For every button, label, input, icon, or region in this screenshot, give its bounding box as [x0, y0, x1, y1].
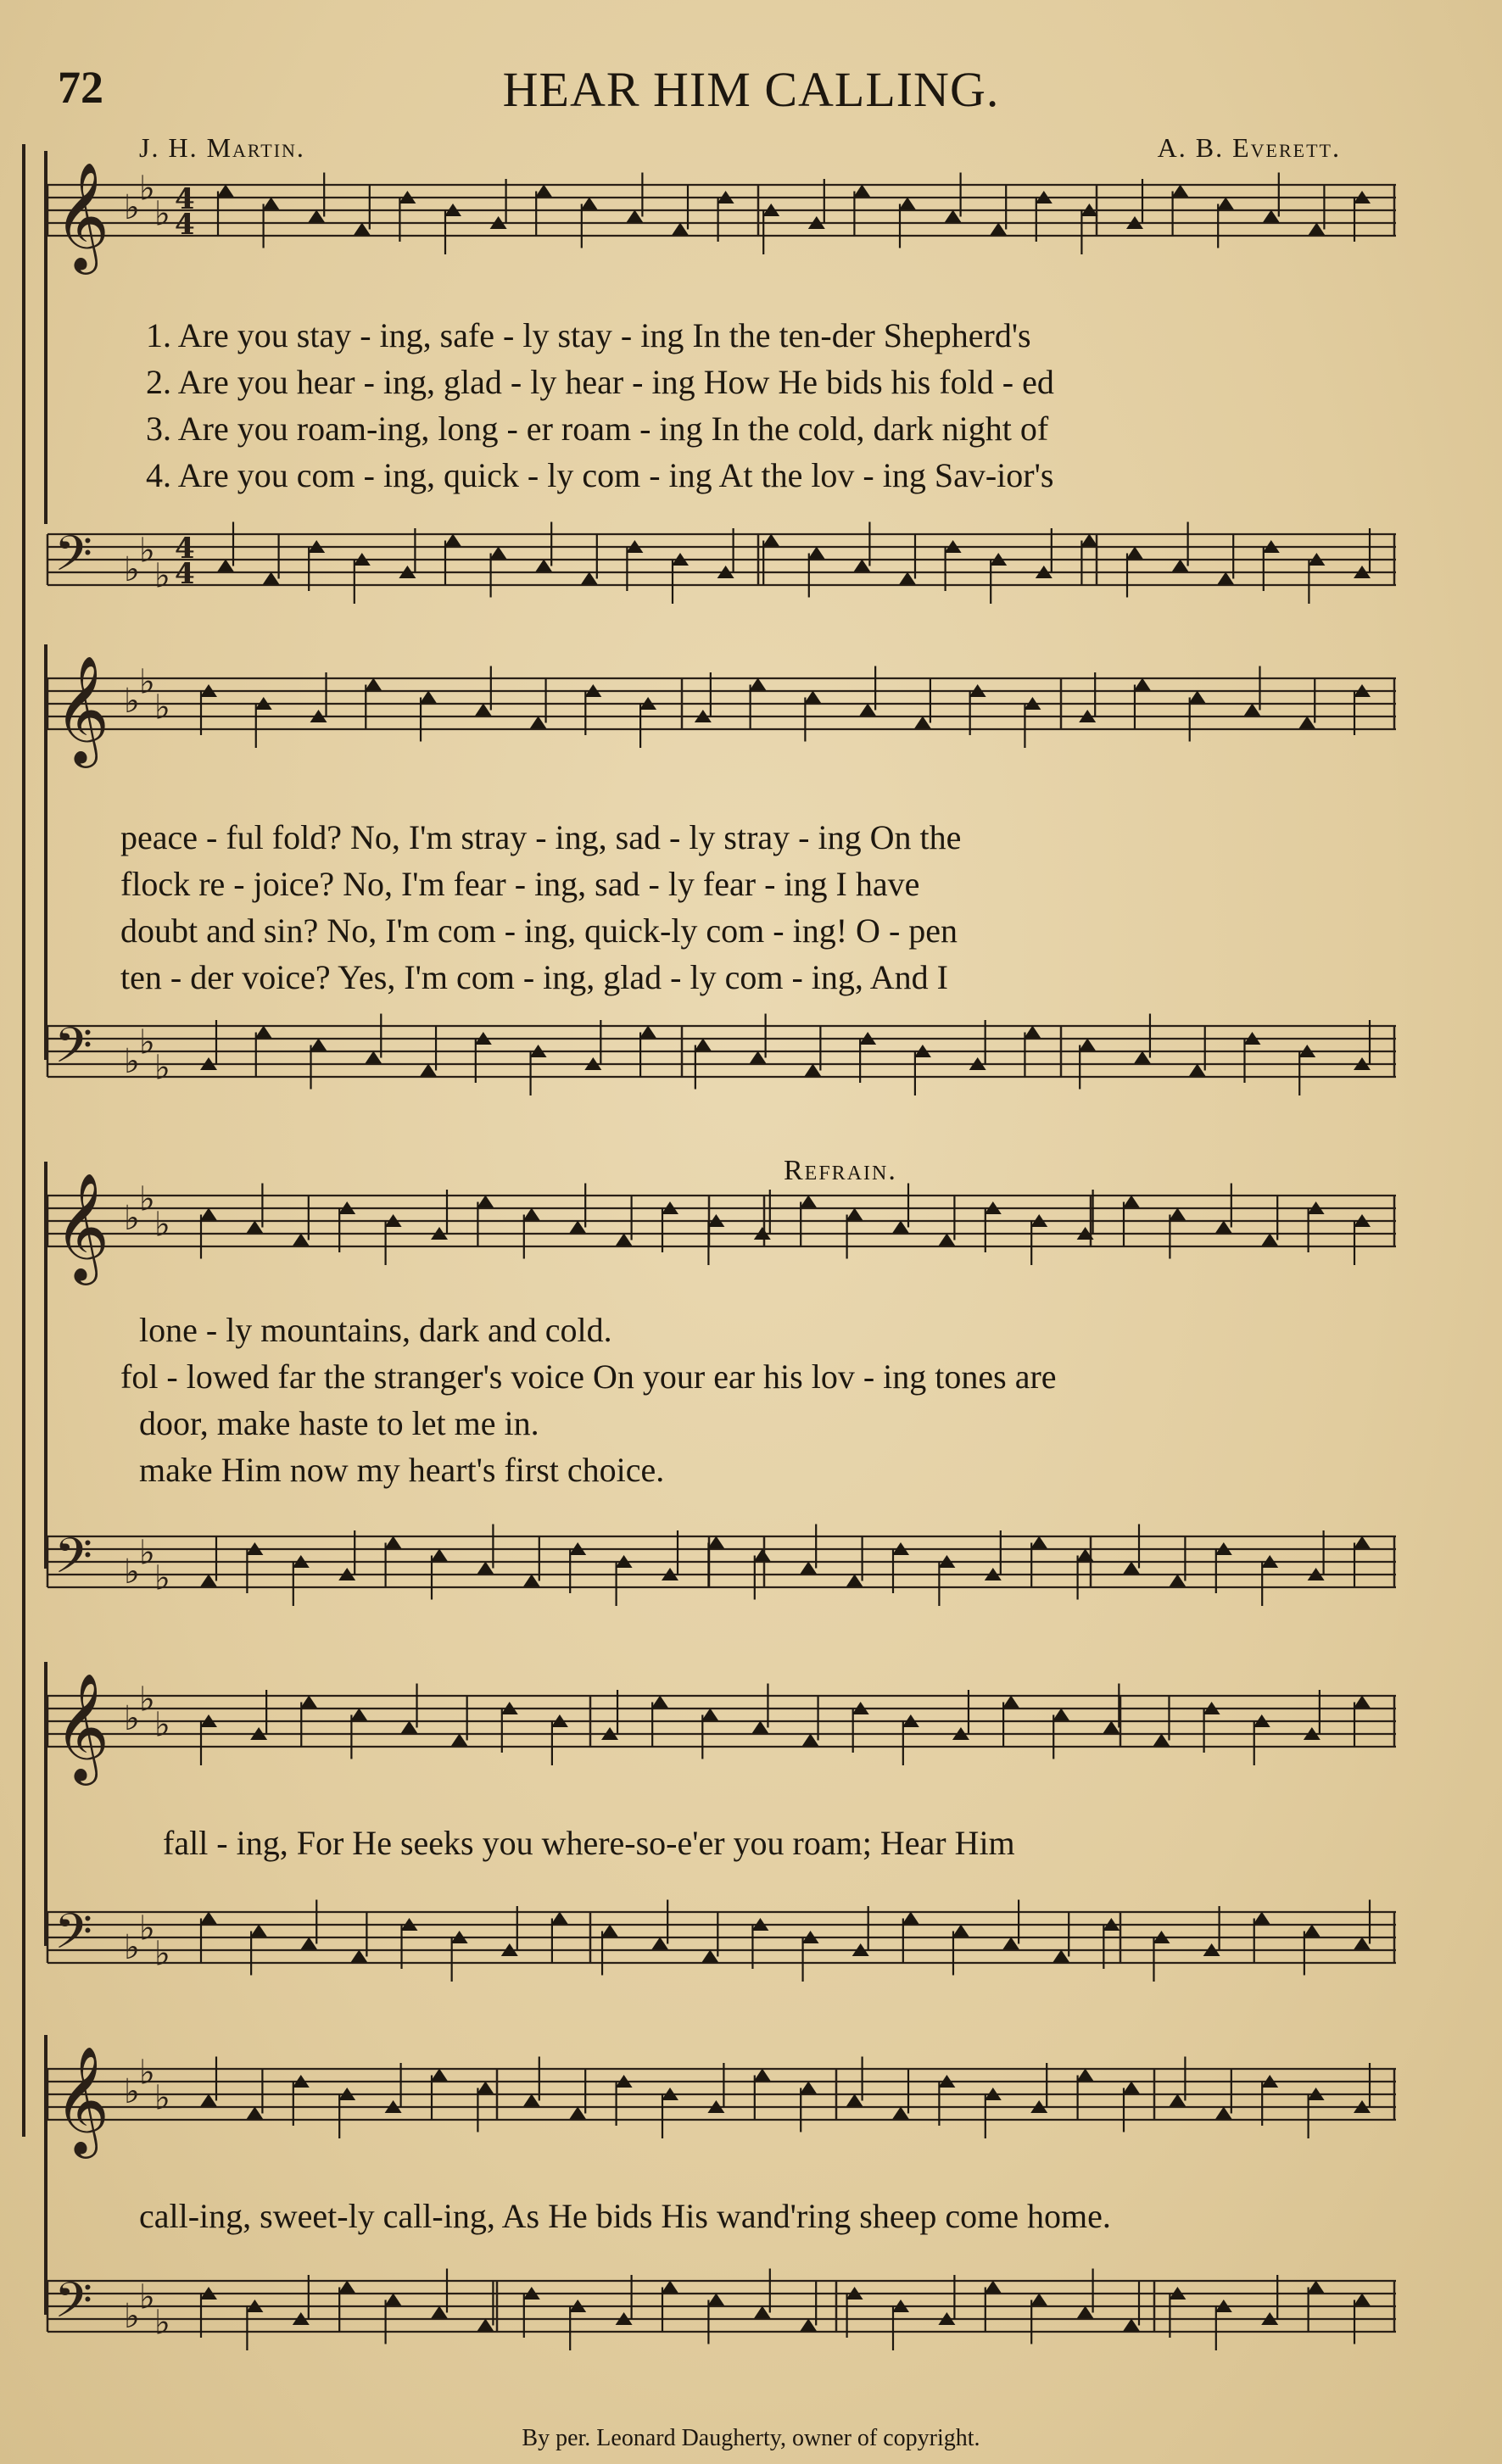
shape-note-icon [350, 1950, 367, 1963]
shape-note-icon [1263, 210, 1280, 223]
lyric-s2-v2: flock re - joice? No, I'm fear - ing, sad - ly fear - ing I have [120, 865, 920, 903]
shape-note-icon [551, 1912, 568, 1925]
shape-note-icon [354, 223, 371, 236]
shape-note-icon [846, 2094, 863, 2107]
bass-clef-icon: 𝄢 [54, 1903, 93, 1972]
shape-note-icon [569, 2107, 586, 2120]
flat-icon: ♭ [139, 2277, 155, 2317]
treble-staff-2 [47, 644, 1396, 797]
shape-note-icon [1308, 223, 1325, 236]
shape-note-icon [1354, 1536, 1371, 1549]
lyric-s1-v3: 3. Are you roam-ing, long - er roam - ing In the cold, dark night of [146, 410, 1049, 448]
flat-icon: ♭ [124, 682, 140, 721]
flat-icon: ♭ [124, 1553, 140, 1592]
flat-icon: ♭ [139, 2053, 155, 2093]
shape-note-icon [477, 2319, 494, 2332]
shape-note-icon [762, 534, 779, 547]
shape-note-icon [651, 1696, 668, 1709]
shape-note-icon [1002, 1937, 1019, 1950]
shape-note-icon [804, 1064, 821, 1077]
shape-note-icon [431, 2069, 448, 2082]
time-signature-icon: 4 [175, 557, 195, 591]
shape-note-icon [1354, 1937, 1371, 1950]
shape-note-icon [1134, 678, 1151, 691]
shape-note-icon [431, 2306, 448, 2319]
shape-note-icon [477, 2082, 494, 2094]
shape-note-icon [1308, 2281, 1325, 2294]
shape-note-icon [800, 1196, 817, 1208]
shape-note-icon [1261, 1234, 1278, 1246]
time-signature-icon: 4 [175, 182, 195, 216]
shape-note-icon [420, 691, 437, 704]
shape-note-icon [1254, 1912, 1270, 1925]
lyric-s2-v1: peace - ful fold? No, I'm stray - ing, sad - ly stray - ing On the [120, 818, 962, 856]
shape-note-icon [1169, 2094, 1186, 2107]
shape-note-icon [310, 1039, 327, 1051]
shape-note-icon [1304, 1925, 1321, 1937]
shape-note-icon [263, 198, 280, 210]
shape-note-icon [1217, 572, 1234, 585]
shape-note-icon [1169, 1208, 1186, 1221]
treble-clef-icon: 𝄞 [54, 1672, 110, 1781]
flat-icon: ♭ [154, 1558, 170, 1598]
flat-icon: ♭ [124, 188, 140, 227]
shape-note-icon [523, 1208, 540, 1221]
shape-note-icon [1053, 1950, 1069, 1963]
copyright-footer: By per. Leonard Daugherty, owner of copyright. [522, 2425, 980, 2451]
flat-icon: ♭ [139, 662, 155, 702]
shape-note-icon [1123, 1196, 1140, 1208]
system-brace-line [44, 1662, 47, 1946]
lyric-s2-v4: ten - der voice? Yes, I'm com - ing, glad - ly com - ing, And I [120, 958, 948, 996]
shape-note-icon [1189, 1064, 1206, 1077]
flat-icon: ♭ [154, 1048, 170, 1088]
lyric-s3-v2: fol - lowed far the stranger's voice On your ear his lov - ing tones are [120, 1357, 1057, 1396]
shape-note-icon [475, 704, 492, 716]
shape-note-icon [1030, 1536, 1047, 1549]
shape-note-icon [754, 2069, 771, 2082]
shape-note-icon [902, 1912, 919, 1925]
lyric-s4: fall - ing, For He seeks you where-so-e'er you roam; Hear Him [163, 1824, 1015, 1862]
flat-icon: ♭ [154, 2078, 170, 2118]
shape-note-icon [246, 2107, 263, 2120]
shape-note-icon [300, 1937, 317, 1950]
shape-note-icon [899, 572, 916, 585]
shape-note-icon [1053, 1709, 1069, 1721]
shape-note-icon [477, 1562, 494, 1575]
shape-note-icon [523, 2094, 540, 2107]
page-number: 72 [58, 62, 103, 113]
shape-note-icon [859, 704, 876, 716]
shape-note-icon [1153, 1734, 1170, 1747]
flat-icon: ♭ [154, 556, 170, 596]
shape-note-icon [1030, 2294, 1047, 2306]
system-brace-line [44, 151, 47, 524]
bass-staff-1 [47, 500, 1396, 653]
shape-note-icon [846, 1208, 863, 1221]
shape-note-icon [420, 1064, 437, 1077]
lyric-s3-v3: door, make haste to let me in. [139, 1404, 539, 1442]
shape-note-icon [365, 1051, 382, 1064]
lyric-s1-v4: 4. Are you com - ing, quick - ly com - ing At the lov - ing Sav-ior's [146, 456, 1054, 494]
refrain-label: Refrain. [784, 1155, 897, 1186]
flat-icon: ♭ [139, 169, 155, 209]
bass-clef-icon: 𝄢 [54, 2272, 93, 2341]
shape-note-icon [626, 210, 643, 223]
shape-note-icon [338, 2281, 355, 2294]
shape-note-icon [385, 2294, 402, 2306]
shape-note-icon [1172, 560, 1189, 572]
flat-icon: ♭ [139, 1680, 155, 1720]
flat-icon: ♭ [154, 1705, 170, 1745]
shape-note-icon [477, 1196, 494, 1208]
treble-clef-icon: 𝄞 [54, 161, 110, 270]
flat-icon: ♭ [124, 1928, 140, 1967]
system-brace-line [44, 1162, 47, 1569]
treble-staff-1 [47, 151, 1396, 304]
flat-icon: ♭ [154, 2303, 170, 2343]
shape-note-icon [535, 560, 552, 572]
flat-icon: ♭ [124, 1042, 140, 1081]
shape-note-icon [350, 1709, 367, 1721]
flat-icon: ♭ [124, 2072, 140, 2111]
shape-note-icon [1354, 2294, 1371, 2306]
shape-note-icon [1126, 547, 1143, 560]
shape-note-icon [1123, 1562, 1140, 1575]
shape-note-icon [1354, 1696, 1371, 1709]
system-brace-line [44, 2035, 47, 2315]
shape-note-icon [707, 1536, 724, 1549]
shape-note-icon [1103, 1721, 1120, 1734]
flat-icon: ♭ [154, 1934, 170, 1974]
treble-staff-5 [47, 2035, 1396, 2188]
shape-note-icon [701, 1709, 718, 1721]
shape-note-icon [1077, 2306, 1094, 2319]
shape-note-icon [899, 198, 916, 210]
system-brace-line [44, 644, 47, 1060]
lyric-s1-v2: 2. Are you hear - ing, glad - ly hear - ing How He bids his fold - ed [146, 363, 1054, 401]
shape-note-icon [300, 1696, 317, 1709]
treble-clef-icon: 𝄞 [54, 2045, 110, 2154]
flat-icon: ♭ [124, 550, 140, 589]
shape-note-icon [250, 1925, 267, 1937]
shape-note-icon [365, 678, 382, 691]
hymn-title: HEAR HIM CALLING. [502, 62, 1000, 117]
flat-icon: ♭ [139, 531, 155, 571]
shape-note-icon [523, 1575, 540, 1587]
shape-note-icon [385, 1536, 402, 1549]
shape-note-icon [1169, 1575, 1186, 1587]
shape-note-icon [808, 547, 825, 560]
shape-note-icon [952, 1925, 969, 1937]
shape-note-icon [200, 1912, 217, 1925]
shape-note-icon [751, 1721, 768, 1734]
shape-note-icon [1215, 1221, 1232, 1234]
shape-note-icon [293, 1234, 310, 1246]
shape-note-icon [651, 1937, 668, 1950]
shape-note-icon [200, 2094, 217, 2107]
shape-note-icon [581, 198, 598, 210]
shape-note-icon [1189, 691, 1206, 704]
shape-note-icon [451, 1734, 468, 1747]
shape-note-icon [990, 223, 1007, 236]
lyric-s1-v1: 1. Are you stay - ing, safe - ly stay - ing In the ten-der Shepherd's [146, 316, 1031, 354]
flat-icon: ♭ [139, 1533, 155, 1573]
shape-note-icon [701, 1950, 718, 1963]
shape-note-icon [695, 1039, 712, 1051]
shape-note-icon [639, 1026, 656, 1039]
flat-icon: ♭ [139, 1909, 155, 1948]
lyric-s5: call-ing, sweet-ly call-ing, As He bids His wand'ring sheep come home. [139, 2197, 1111, 2235]
shape-note-icon [616, 1234, 633, 1246]
shape-note-icon [754, 1549, 771, 1562]
shape-note-icon [217, 185, 234, 198]
shape-note-icon [255, 1026, 272, 1039]
shape-note-icon [802, 1734, 819, 1747]
shape-note-icon [200, 1575, 217, 1587]
time-signature-icon: 4 [175, 532, 195, 566]
shape-note-icon [892, 2107, 909, 2120]
shape-note-icon [431, 1549, 448, 1562]
arranger-credit: A. B. Everett. [1157, 132, 1341, 163]
shape-note-icon [490, 547, 507, 560]
shape-note-icon [308, 210, 325, 223]
treble-staff-3 [47, 1162, 1396, 1314]
shape-note-icon [1172, 185, 1189, 198]
shape-note-icon [581, 572, 598, 585]
shape-note-icon [1134, 1051, 1151, 1064]
flat-icon: ♭ [124, 2297, 140, 2336]
lyric-s2-v3: doubt and sin? No, I'm com - ing, quick-ly com - ing! O - pen [120, 911, 958, 950]
shape-note-icon [1024, 1026, 1041, 1039]
shape-note-icon [800, 1562, 817, 1575]
shape-note-icon [892, 1221, 909, 1234]
shape-note-icon [569, 1221, 586, 1234]
flat-icon: ♭ [124, 1699, 140, 1738]
shape-note-icon [800, 2319, 817, 2332]
flat-icon: ♭ [154, 1205, 170, 1245]
shape-note-icon [754, 2306, 771, 2319]
shape-note-icon [945, 210, 962, 223]
flat-icon: ♭ [154, 194, 170, 234]
treble-clef-icon: 𝄞 [54, 1172, 110, 1280]
bass-clef-icon: 𝄢 [54, 525, 93, 594]
shape-note-icon [1123, 2082, 1140, 2094]
shape-note-icon [1002, 1696, 1019, 1709]
shape-note-icon [707, 2294, 724, 2306]
shape-note-icon [601, 1925, 618, 1937]
composer-credit: J. H. Martin. [139, 132, 305, 163]
time-signature-icon: 4 [175, 208, 195, 242]
bass-clef-icon: 𝄢 [54, 1527, 93, 1597]
shape-note-icon [804, 691, 821, 704]
page-spine-edge [22, 144, 25, 2137]
flat-icon: ♭ [139, 1179, 155, 1219]
shape-note-icon [985, 2281, 1002, 2294]
flat-icon: ♭ [154, 688, 170, 727]
lyric-s3-v1: lone - ly mountains, dark and cold. [139, 1311, 612, 1349]
shape-note-icon [444, 534, 461, 547]
shape-note-icon [672, 223, 689, 236]
treble-staff-4 [47, 1662, 1396, 1815]
shape-note-icon [1079, 1039, 1096, 1051]
bass-clef-icon: 𝄢 [54, 1017, 93, 1086]
bass-staff-5 [47, 2247, 1396, 2400]
shape-note-icon [1215, 2107, 1232, 2120]
shape-note-icon [200, 1208, 217, 1221]
shape-note-icon [246, 1221, 263, 1234]
shape-note-icon [846, 1575, 863, 1587]
shape-note-icon [853, 185, 870, 198]
lyric-s3-v4: make Him now my heart's first choice. [139, 1451, 665, 1489]
shape-note-icon [401, 1721, 418, 1734]
shape-note-icon [938, 1234, 955, 1246]
shape-note-icon [800, 2082, 817, 2094]
flat-icon: ♭ [124, 1199, 140, 1238]
shape-note-icon [1217, 198, 1234, 210]
shape-note-icon [530, 716, 547, 729]
bass-staff-3 [47, 1502, 1396, 1655]
flat-icon: ♭ [139, 1023, 155, 1062]
bass-staff-2 [47, 992, 1396, 1145]
shape-note-icon [750, 678, 767, 691]
shape-note-icon [914, 716, 931, 729]
shape-note-icon [1123, 2319, 1140, 2332]
shape-note-icon [263, 572, 280, 585]
shape-note-icon [1080, 534, 1097, 547]
bass-staff-4 [47, 1878, 1396, 2031]
shape-note-icon [750, 1051, 767, 1064]
treble-clef-icon: 𝄞 [54, 655, 110, 763]
shape-note-icon [1298, 716, 1315, 729]
shape-note-icon [853, 560, 870, 572]
shape-note-icon [217, 560, 234, 572]
shape-note-icon [662, 2281, 678, 2294]
shape-note-icon [1077, 2069, 1094, 2082]
shape-note-icon [1243, 704, 1260, 716]
shape-note-icon [535, 185, 552, 198]
